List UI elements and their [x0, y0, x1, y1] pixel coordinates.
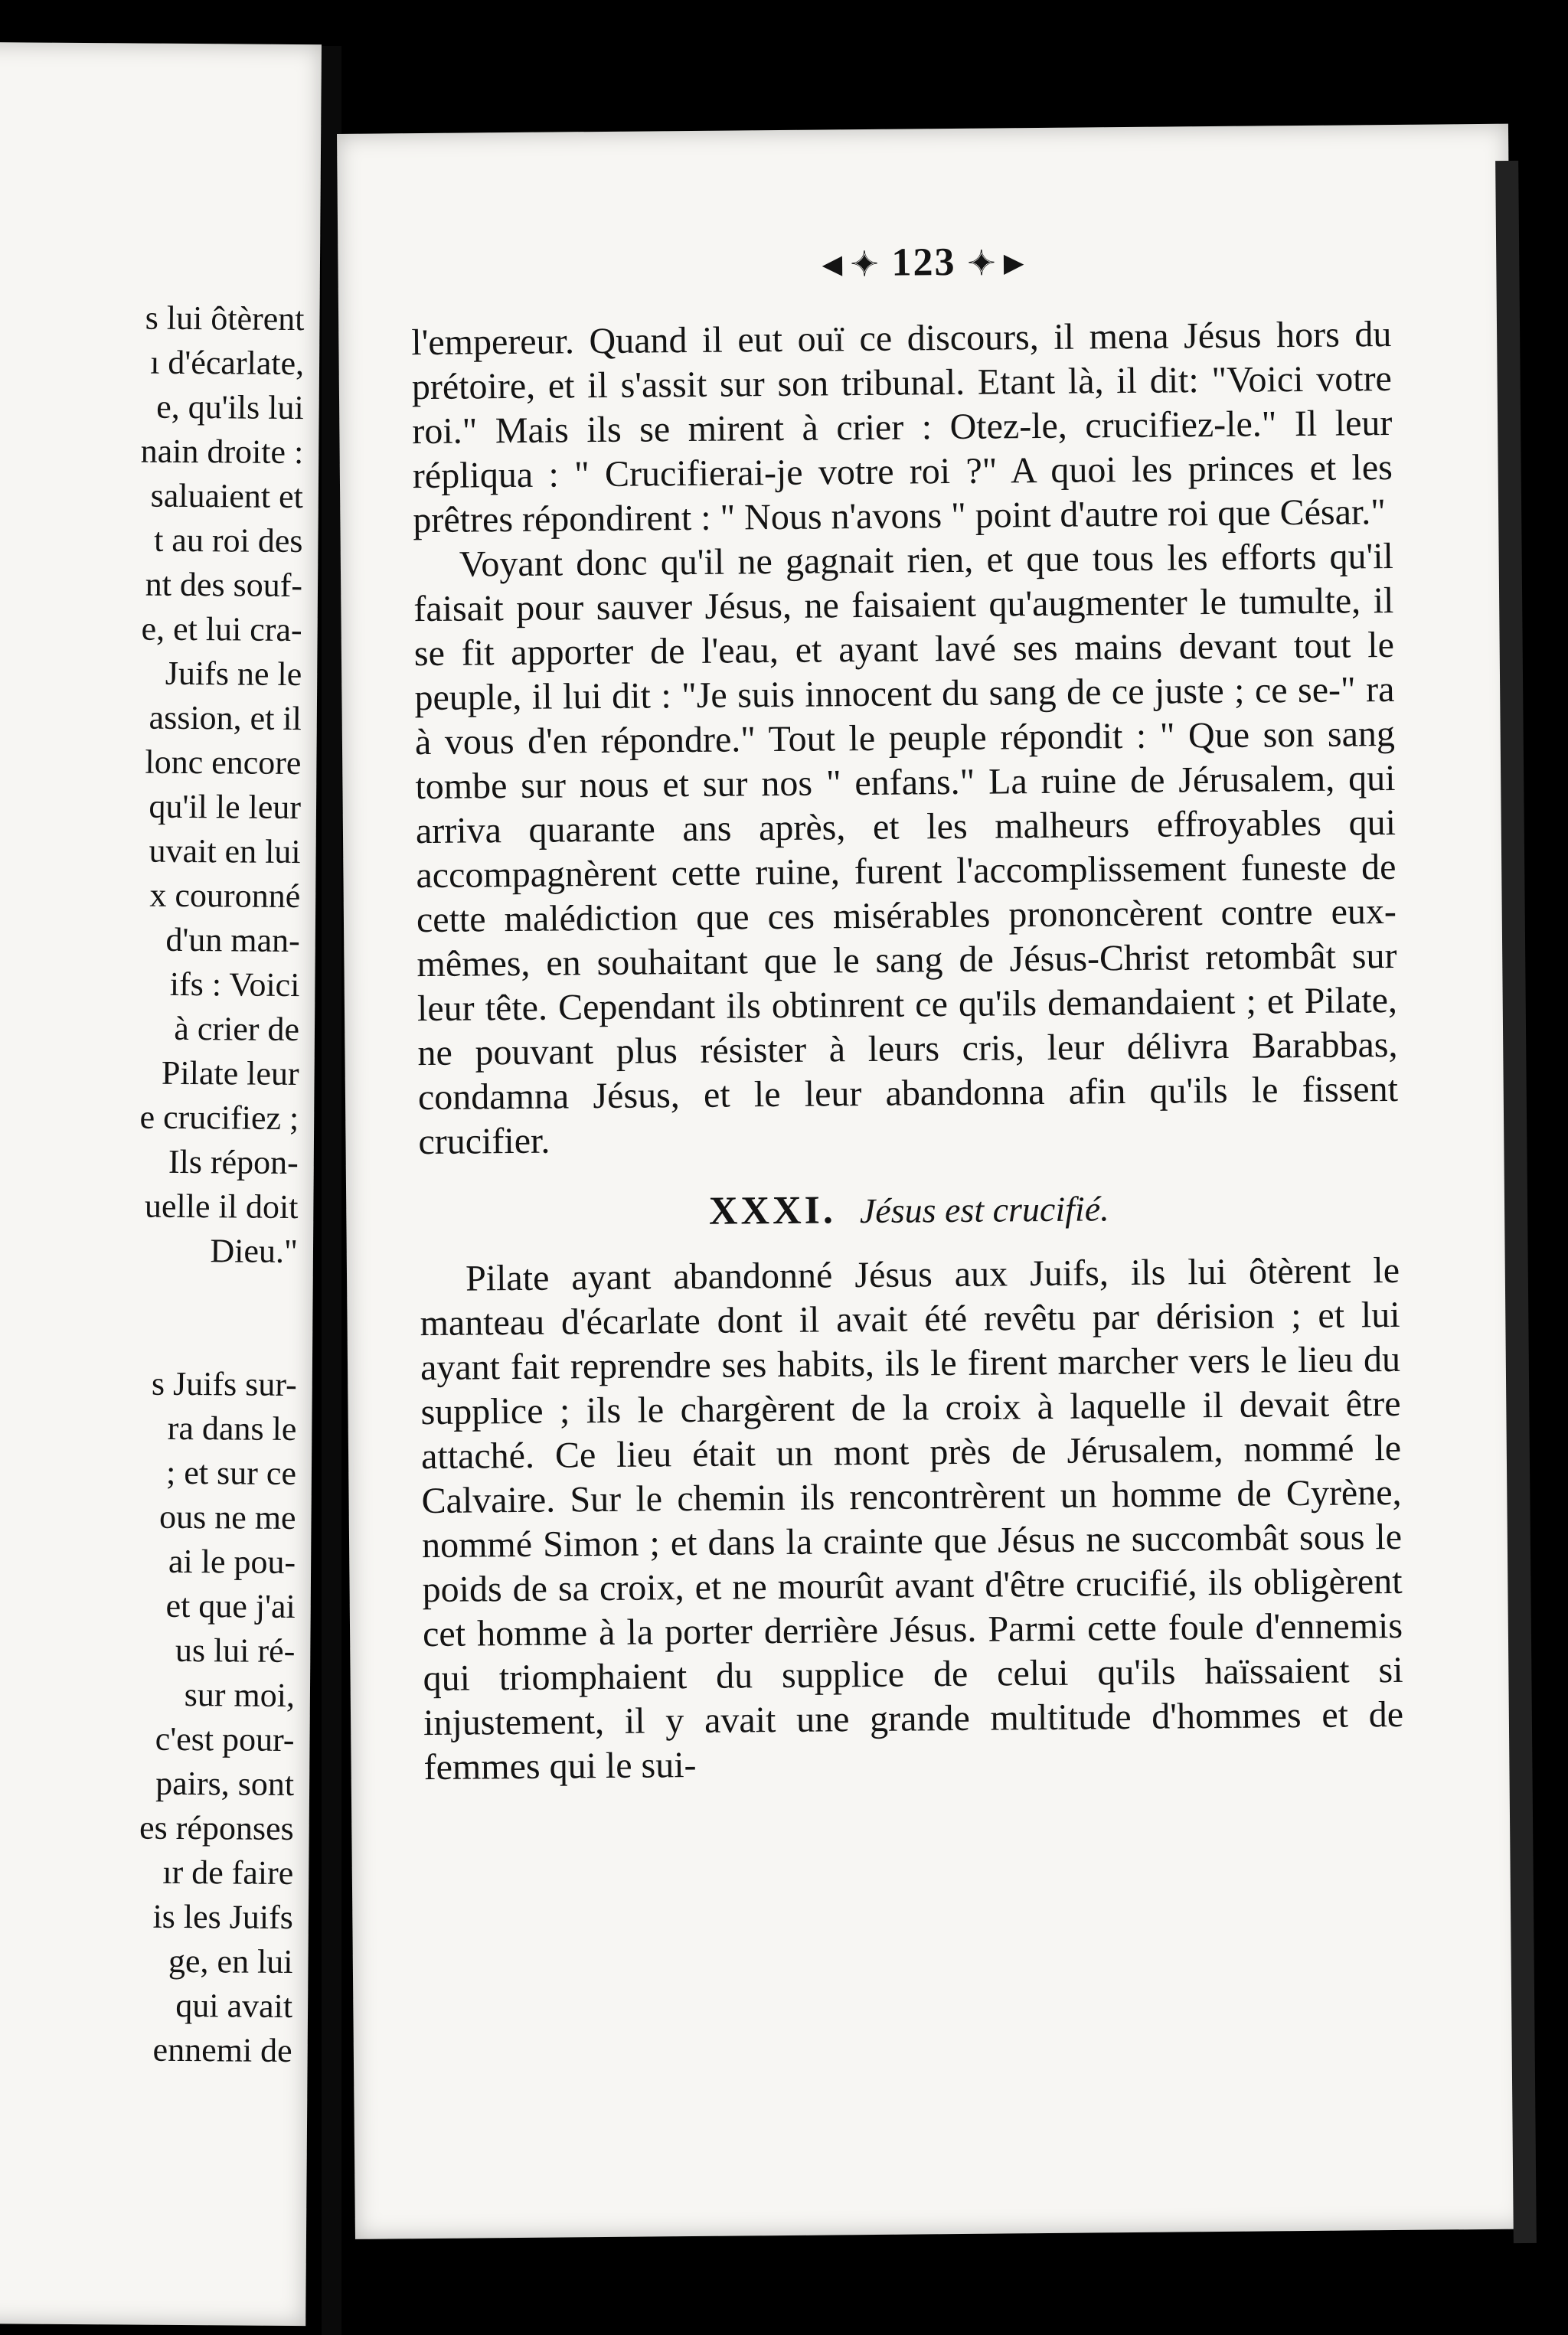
left-page-line: [0, 1316, 297, 1363]
left-page-line: lonc encore: [145, 743, 302, 782]
left-page-line: s Juifs sur-: [151, 1364, 297, 1404]
ornament-left-icon: ◄✦: [815, 245, 880, 284]
left-page-line: Juifs ne le: [165, 654, 302, 694]
section-number: XXXI.: [708, 1188, 837, 1233]
left-page: [0, 42, 322, 2326]
left-page-line: s lui ôtèrent: [145, 299, 305, 338]
left-page-line: et que j'ai: [165, 1586, 296, 1626]
left-page-line: ra dans le: [167, 1409, 297, 1448]
page-body: [411, 312, 1404, 1790]
left-page-line: ge, en lui: [168, 1941, 293, 1981]
left-page-line: es réponses: [139, 1808, 294, 1848]
left-page-line: e, et lui cra-: [141, 609, 302, 649]
left-page-line: e crucifiez ;: [139, 1098, 299, 1138]
left-page-line: ous ne me: [158, 1497, 296, 1537]
ornament-right-icon: ✦►: [967, 244, 1033, 282]
section-title: Jésus est crucifié.: [859, 1189, 1109, 1231]
paragraph-1: l'empereur. Quand il eut ouï ce discours, il mena Jésus hors du prétoire, et il s'assit sur son tribunal. Etant là, il dit: "Voici votre roi." Mais ils se mirent à crier : Otez-le, crucifiez-le." Il leur répliqua : " Crucifierai-je votre roi ?" A quoi les princes et les prêtres répondirent : " Nous n'avons " point d'autre roi que César.": [411, 313, 1393, 541]
left-page-line: nt des souf-: [145, 565, 303, 605]
left-page-line: uvait en lui: [149, 831, 301, 871]
left-page-line: qu'il le leur: [149, 787, 302, 827]
left-page-line: Ils répon-: [168, 1142, 299, 1182]
page-header: [338, 235, 1509, 290]
left-page-line: nain droite :: [140, 432, 304, 472]
left-page-line: d'un man-: [165, 920, 300, 960]
left-page-line: [0, 1272, 298, 1318]
left-page-line: uelle il doit: [144, 1187, 299, 1226]
left-page-line: pairs, sont: [155, 1764, 295, 1804]
left-page-line: Dieu.": [210, 1232, 299, 1271]
left-page-line: saluaient et: [150, 476, 304, 516]
left-page-line: e, qu'ils lui: [156, 387, 304, 427]
left-page-line: sur moi,: [184, 1676, 296, 1715]
paragraph-2: Voyant donc qu'il ne gagnait rien, et que tous les efforts qu'il faisait pour sauver Jésus, ne faisaient qu'augmenter le tumulte, il se fit apporter de l'eau, et ayant lavé ses mains devant tout le peuple, il lui dit : "Je suis innocent du sang de ce juste ; ce se-" ra à vous d'en répondre." Tout le peuple répondit : " Que son sang tombe sur nous et sur nos " enfans." La ruine de Jérusalem, qui arriva quarante ans après, et les malheurs effroyables qui accompagnèrent cette ruine, furent l'accomplissement funeste de cette malédiction que ces misérables prononcèrent contre eux-mêmes, en souhaitant que le sang de Jésus-Christ retombât sur leur tête. Cependant ils obtinrent ce qu'ils demandaient ; et Pilate, ne pouvant plus résister à leurs cris, leur délivra Barabbas, condamna Jésus, et le leur abandonna afin qu'ils le fissent crucifier.: [413, 535, 1399, 1163]
left-page-line: Pilate leur: [161, 1053, 299, 1093]
left-page-line: ır de faire: [162, 1853, 294, 1892]
right-page: [337, 124, 1527, 2239]
left-page-line: ; et sur ce: [165, 1453, 297, 1493]
left-page-text: [0, 295, 305, 2073]
left-page-line: c'est pour-: [155, 1719, 295, 1759]
left-page-line: is les Juifs: [152, 1897, 294, 1937]
left-page-line: ennemi de: [152, 2030, 292, 2070]
section-heading: [419, 1184, 1399, 1237]
left-page-line: ı d'écarlate,: [150, 343, 305, 383]
paragraph-3: Pilate ayant abandonné Jésus aux Juifs, ils lui ôtèrent le manteau d'écarlate dont il avait été revêtu par dérision ; et lui ayant fait reprendre ses habits, ils le firent marcher vers le lieu du supplice ; ils le chargèrent de la croix à laquelle il devait être attaché. Ce lieu était un mont près de Jérusalem, nommé le Calvaire. Sur le chemin ils rencontrèrent un homme de Cyrène, nommé Simon ; et dans la crainte que Jésus ne succombât sous le poids de sa croix, et ne mourût avant d'être crucifié, ils obligèrent cet homme à la porter derrière Jésus. Parmi cette foule d'ennemis qui triomphaient du supplice de celui qu'ils haïssaient si injustement, il y avait une grande multitude d'hommes et de femmes qui le sui-: [420, 1249, 1404, 1788]
left-page-line: x couronné: [149, 876, 301, 916]
left-page-line: us lui ré-: [175, 1631, 296, 1670]
left-page-line: t au roi des: [153, 521, 303, 560]
left-page-line: assion, et il: [149, 698, 302, 738]
left-page-line: ifs : Voici: [169, 965, 300, 1004]
left-page-line: à crier de: [174, 1009, 300, 1049]
left-page-line: ai le pou-: [168, 1542, 296, 1582]
left-page-line: qui avait: [175, 1986, 293, 2026]
page-number: 123: [891, 240, 956, 285]
